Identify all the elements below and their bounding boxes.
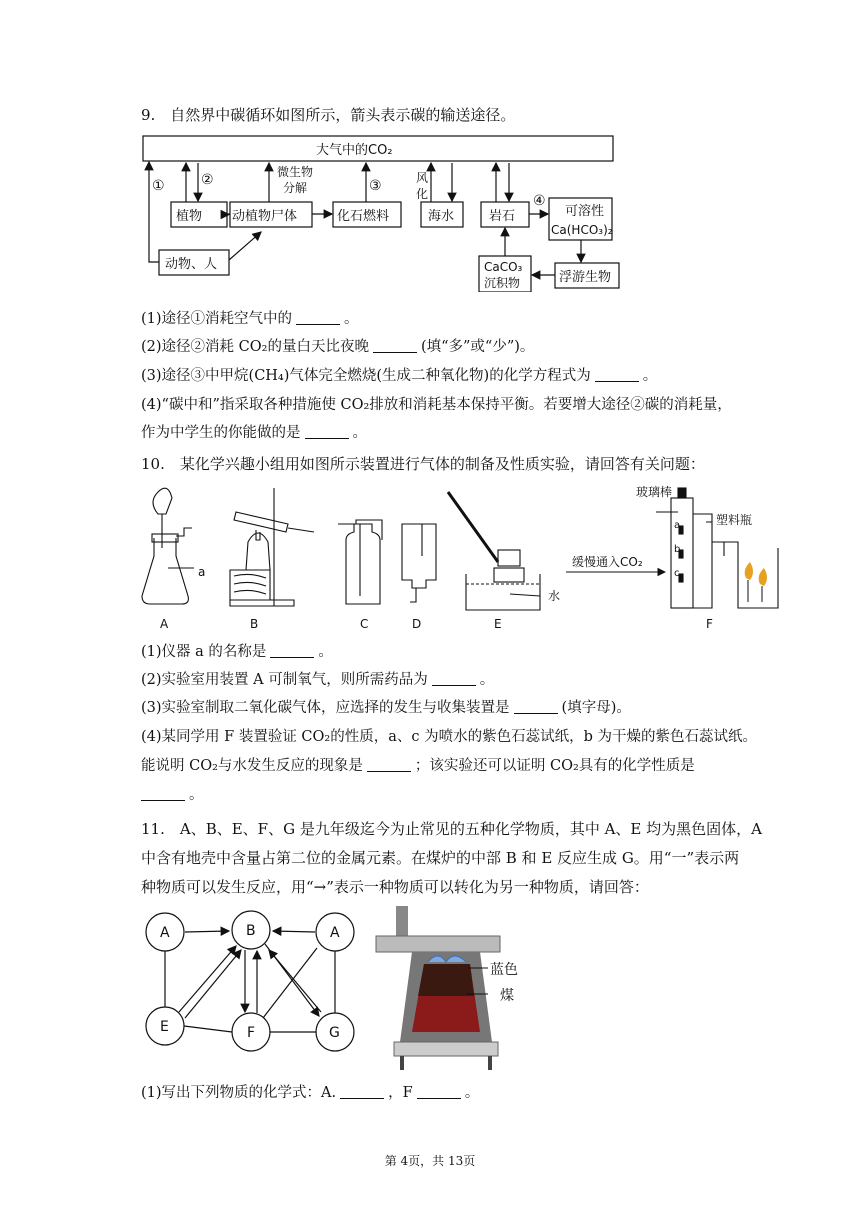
- corpse-label: 动植物尸体: [232, 209, 298, 224]
- node-F: F: [247, 1025, 256, 1041]
- microbe-label: 微生物: [277, 165, 314, 179]
- stove-coal-label: 煤: [500, 988, 514, 1004]
- path-2-marker: ②: [201, 172, 214, 188]
- q10-part2: (2)实验室用装置 A 可制氧气，则所需药品为 。: [141, 672, 495, 688]
- answer-blank[interactable]: [595, 367, 639, 382]
- path-3-marker: ③: [369, 178, 382, 194]
- q11-line3: 种物质可以发生反应，用“→”表示一种物质可以转化为另一种物质，请回答：: [141, 878, 649, 896]
- q10-part4-line3: 。: [141, 785, 204, 805]
- plankton-label: 浮游生物: [559, 270, 612, 285]
- answer-blank[interactable]: [296, 310, 340, 325]
- q10-part3: (3)实验室制取二氧化碳气体，应选择的发生与收集装置是 (填字母)。: [141, 700, 631, 716]
- node-A2: A: [330, 925, 340, 941]
- lab-apparatus-diagram: [138, 484, 788, 634]
- plastic-bottle-label: 塑料瓶: [716, 513, 753, 527]
- q9-part3: (3)途径③中甲烷(CH₄)气体完全燃烧(生成二种氧化物)的化学方程式为 。: [141, 368, 658, 384]
- atm-co2-label: 大气中的CO₂: [316, 143, 393, 158]
- q9-intro: 9. 自然界中碳循环如图所示，箭头表示碳的输送途径。: [141, 106, 516, 124]
- weathering-label-2: 化: [416, 187, 429, 201]
- sea-label: 海水: [428, 209, 455, 224]
- q11-line2: 中含有地壳中含量占第二位的金属元素。在煤炉的中部 B 和 E 反应生成 G。用“一”表示两: [141, 849, 740, 867]
- path-4-marker: ④: [533, 193, 546, 209]
- path-1-marker: ①: [152, 178, 165, 194]
- answer-blank[interactable]: [417, 1084, 461, 1099]
- q9-part4-line1: (4)“碳中和”指采取各种措施使 CO₂排放和消耗基本保持平衡。若要增大途径②碳的消耗量，: [141, 397, 732, 413]
- node-E: E: [160, 1019, 169, 1035]
- q10-intro: 10. 某化学兴趣小组用如图所示装置进行气体的制备及性质实验，请回答有关问题：: [141, 455, 705, 473]
- label-a: a: [198, 565, 206, 579]
- water-label: 水: [548, 589, 561, 603]
- label-B: B: [250, 617, 259, 631]
- paper-c-label: c: [674, 568, 680, 579]
- q9-part2: (2)途径②消耗 CO₂的量白天比夜晚 (填“多”或“少”)。: [141, 339, 535, 355]
- page-footer: 第 4页，共 13页: [384, 1154, 476, 1168]
- answer-blank[interactable]: [514, 699, 558, 714]
- answer-blank[interactable]: [340, 1084, 384, 1099]
- label-D: D: [412, 617, 422, 631]
- animal-label: 动物、人: [165, 257, 218, 272]
- soluble-label-2: Ca(HCO₃)₂: [551, 223, 613, 237]
- q9-part1: (1)途径①消耗空气中的 。: [141, 311, 359, 327]
- answer-blank[interactable]: [305, 424, 349, 439]
- q11-line1: 11. A、B、E、F、G 是九年级迄今为止常见的五种化学物质，其中 A、E 均为黑色固体，A: [141, 820, 762, 838]
- node-G: G: [329, 1025, 340, 1041]
- weathering-label-1: 风: [416, 171, 429, 185]
- q10-part4-line2: 能说明 CO₂与水发生反应的现象是 ；该实验还可以证明 CO₂具有的化学性质是: [141, 758, 695, 774]
- q10-part1: (1)仪器 a 的名称是 。: [141, 644, 333, 660]
- carbon-cycle-diagram: [141, 132, 621, 292]
- answer-blank[interactable]: [373, 338, 417, 353]
- co2-inflow-label: 缓慢通入CO₂: [572, 555, 643, 569]
- paper-b-label: b: [674, 544, 681, 555]
- sediment-label: 沉积物: [484, 276, 521, 290]
- answer-blank[interactable]: [432, 671, 476, 686]
- q11-part1: (1)写出下列物质的化学式：A. ，F 。: [141, 1085, 480, 1101]
- label-E: E: [494, 617, 502, 631]
- node-A1: A: [160, 925, 170, 941]
- answer-blank[interactable]: [141, 786, 185, 801]
- answer-blank[interactable]: [270, 643, 314, 658]
- glass-rod-label: 玻璃棒: [636, 485, 673, 499]
- node-B: B: [246, 923, 256, 939]
- label-A: A: [160, 617, 169, 631]
- label-C: C: [360, 617, 369, 631]
- paper-a-label: a: [674, 520, 681, 531]
- fossil-label: 化石燃料: [337, 209, 390, 224]
- rock-label: 岩石: [489, 209, 516, 224]
- caco3-label: CaCO₃: [484, 260, 523, 274]
- stove-blue-label: 蓝色: [490, 962, 518, 978]
- q10-part4-line1: (4)某同学用 F 装置验证 CO₂的性质，a、c 为喷水的紫色石蕊试纸，b 为干燥的紫色石蕊试纸。: [141, 729, 757, 745]
- decompose-label: 分解: [283, 181, 308, 195]
- plant-label: 植物: [176, 209, 203, 224]
- label-F: F: [706, 617, 713, 631]
- coal-stove-illustration: [372, 906, 542, 1070]
- soluble-label-1: 可溶性: [565, 204, 605, 219]
- q9-part4-line2: 作为中学生的你能做的是 。: [141, 425, 367, 441]
- answer-blank[interactable]: [367, 757, 411, 772]
- substance-relation-diagram: [141, 908, 361, 1058]
